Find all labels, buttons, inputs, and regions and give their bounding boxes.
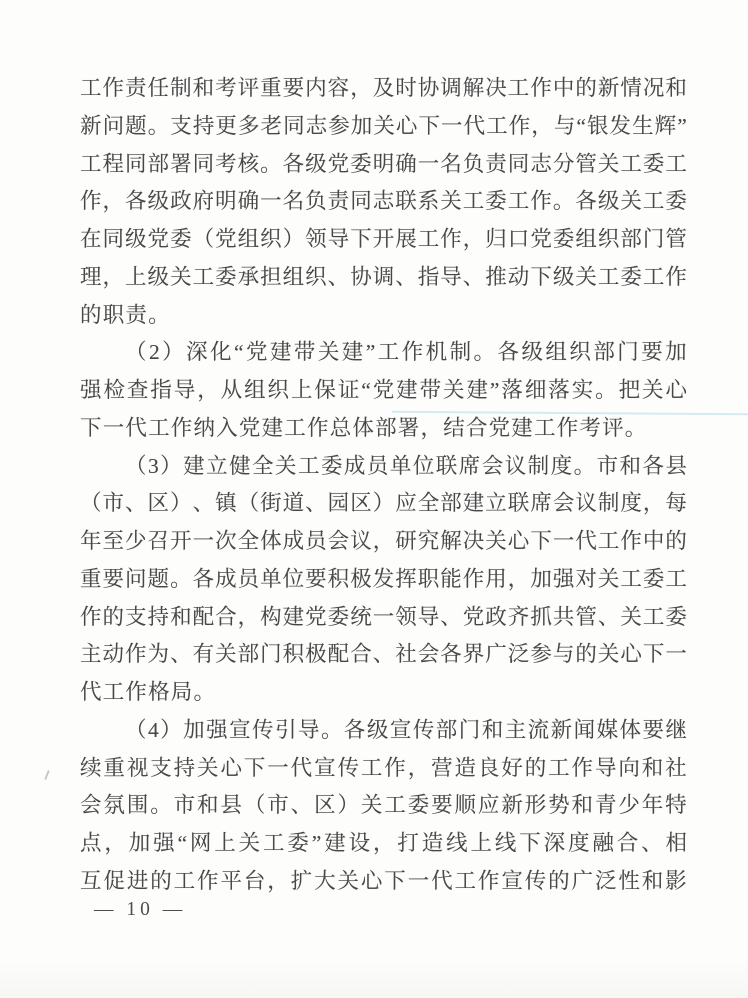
text-line: 互 促 进 的 工 作 平 台 ， 扩 大 关 心 下 一 代 工 作 宣 传 的 广 泛 性 和 影 [80, 868, 687, 893]
text-line: 的职责。 [80, 302, 171, 327]
text-line: 理 ， 上 级 关 工 委 承 担 组 织 、 协 调 、 指 导 、 推 动 下 级 关 工 委 工 作 [80, 264, 687, 289]
text-line: 工 程 同 部 署 同 考 核 。 各 级 党 委 明 确 一 名 负 责 同 志 分 管 关 工 委 工 [80, 151, 687, 176]
text-line: 工 作 责 任 制 和 考 评 重 要 内 容 ， 及 时 协 调 解 决 工 作 中 的 新 情 况 和 [80, 76, 687, 100]
text-line: 年 至 少 召 开 一 次 全 体 成 员 会 议 ， 研 究 解 决 关 心 下 一 代 工 作 中 的 [80, 529, 687, 553]
text-line: 新 问 题 。 支 持 更 多 老 同 志 参 加 关 心 下 一 代 工 作 ， 与 “ 银 发 生 辉 ” [80, 113, 687, 138]
text-line: 点 ， 加 强 “ 网 上 关 工 委 ” 建 设 ， 打 造 线 上 线 下 深 度 融 合 、 相 [80, 831, 687, 855]
text-line: （ 3 ） 建 立 健 全 关 工 委 成 员 单 位 联 席 会 议 制 度 。 市 和 各 县 [125, 453, 687, 478]
paragraph [80, 334, 687, 447]
document-body [80, 70, 687, 901]
paragraph [80, 448, 687, 712]
page-number: — 10 — [94, 899, 187, 920]
paragraph [80, 712, 687, 901]
text-line: （ 市 、 区 ） 、 镇 （ 街 道 、 园 区 ） 应 全 部 建 立 联 席 会 议 制 度 ， 每 [80, 491, 687, 516]
text-line: 重 要 问 题 。 各 成 员 单 位 要 积 极 发 挥 职 能 作 用 ， 加 强 对 关 工 委 工 [80, 566, 687, 591]
text-line: 续 重 视 支 持 关 心 下 一 代 宣 传 工 作 ， 营 造 良 好 的 工 作 导 向 和 社 [80, 755, 687, 780]
text-line: 作 的 支 持 和 配 合 ， 构 建 党 委 统 一 领 导 、 党 政 齐 抓 共 管 、 关 工 委 [80, 604, 687, 629]
text-line: （ 4 ） 加 强 宣 传 引 导 。 各 级 宣 传 部 门 和 主 流 新 闻 媒 体 要 继 [125, 717, 687, 742]
scan-bottom-shade [0, 962, 748, 998]
text-line: 会 氛 围 。 市 和 县 （ 市 、 区 ） 关 工 委 要 顺 应 新 形 势 和 青 少 年 特 [80, 793, 687, 818]
text-line: 作 ， 各 级 政 府 明 确 一 名 负 责 同 志 联 系 关 工 委 工 作 。 各 级 关 工 委 [80, 189, 687, 214]
text-line: （ 2 ） 深 化 “ 党 建 带 关 建 ” 工 作 机 制 。 各 级 组 织 部 门 要 加 [125, 340, 687, 365]
text-line: 主 动 作 为 、 有 关 部 门 积 极 配 合 、 社 会 各 界 广 泛 参 与 的 关 心 下 一 [80, 642, 687, 667]
text-line: 代工作格局。 [80, 680, 217, 704]
scan-artifact-mark [44, 770, 50, 780]
text-line: 在 同 级 党 委 （ 党 组 织 ） 领 导 下 开 展 工 作 ， 归 口 党 委 组 织 部 门 管 [80, 227, 687, 251]
paragraph [80, 70, 687, 334]
text-line: 强 检 查 指 导 ， 从 组 织 上 保 证 “ 党 建 带 关 建 ” 落 细 落 实 。 把 关 心 [80, 378, 687, 402]
text-line: 下一代工作纳入党建工作总体部署，结合党建工作考评。 [80, 415, 648, 440]
